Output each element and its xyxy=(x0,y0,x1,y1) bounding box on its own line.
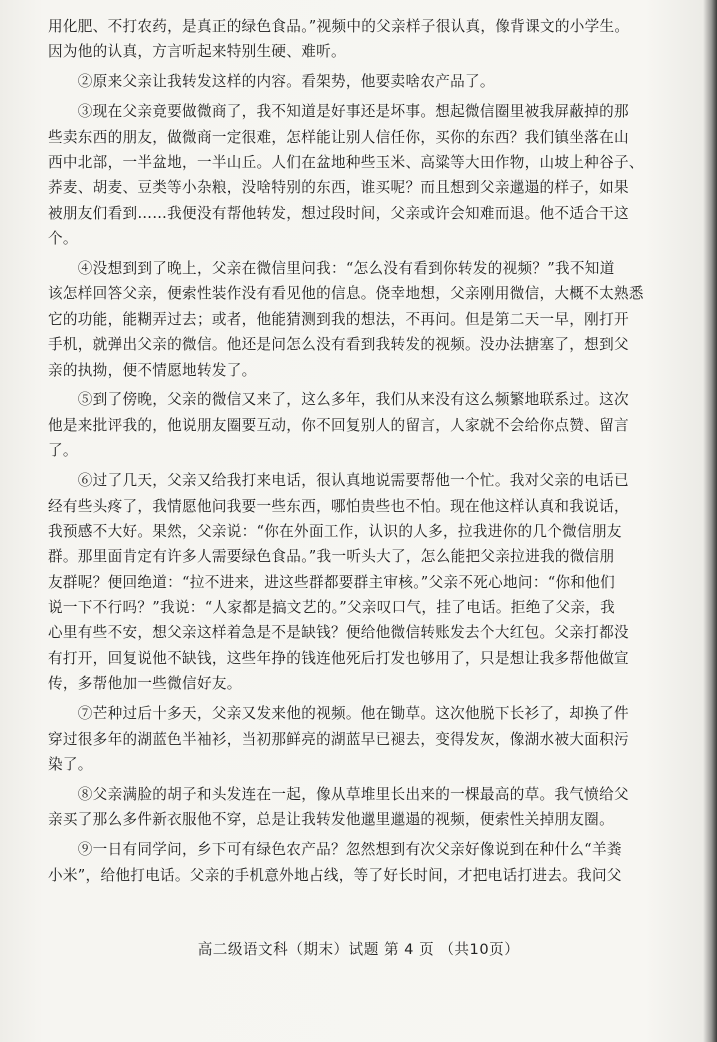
text-line: ⑤到了傍晚，父亲的微信又来了，这么多年，我们从来没有这么频繁地联系过。这次 xyxy=(48,391,629,409)
text-line: 传，多帮他加一些微信好友。 xyxy=(48,675,242,693)
text-line: 些卖东西的朋友，做微商一定很难，怎样能让别人信任你，买你的东西？我们镇坐落在山 xyxy=(48,128,629,146)
paragraph-p7 xyxy=(48,701,678,777)
text-line: 因为他的认真，方言听起来特别生硬、难听。 xyxy=(48,43,346,61)
text-line: 该怎样回答父亲，便索性装作没有看见他的信息。侥幸地想，父亲刚用微信，大概不太熟悉 xyxy=(48,285,644,303)
text-line: 用化肥、不打农药，是真正的绿色食品。”视频中的父亲样子很认真，像背课文的小学生。 xyxy=(48,18,630,35)
text-line: 亲买了那么多件新衣服他不穿，总是让我转发他邋里邋遢的视频，便索性关掉朋友圈。 xyxy=(48,811,614,829)
paragraph-p4 xyxy=(48,256,678,383)
text-line: 有打开，回复说他不缺钱，这些年挣的钱连他死后打发也够用了，只是想让我多帮他做宣 xyxy=(48,649,629,667)
text-line: 说一下不行吗？”我说：“人家都是搞文艺的。”父亲叹口气，挂了电话。拒绝了父亲，我 xyxy=(48,599,616,617)
paragraph-p8 xyxy=(48,782,678,833)
paragraph-p0 xyxy=(48,14,678,65)
text-line: 群。那里面肯定有许多人需要绿色食品。”我一听头大了，怎么能把父亲拉进我的微信朋 xyxy=(48,548,615,566)
text-line: 手机，就弹出父亲的微信。他还是问怎么没有看到我转发的视频。没办法搪塞了，想到父 xyxy=(48,336,629,354)
text-line: 穿过很多年的湖蓝色半袖衫，当初那鲜亮的湖蓝早已褪去，变得发灰，像湖水被大面积污 xyxy=(48,730,629,748)
text-line: 西中北部，一半盆地，一半山丘。人们在盆地种些玉米、高粱等大田作物，山坡上种谷子、 xyxy=(48,153,644,171)
paragraph-p2 xyxy=(48,69,678,94)
text-line: 它的功能，能糊弄过去；或者，他能猜测到我的想法，不再问。但是第二天一早，刚打开 xyxy=(48,310,629,328)
text-line: 友群呢？便回绝道：“拉不进来，进这些群都要群主审核。”父亲不死心地问：“你和他们 xyxy=(48,573,616,591)
page-footer: 高二级语文科（期末）试题 第 4 页 （共10页） xyxy=(197,941,520,958)
paragraph-p6 xyxy=(48,468,678,697)
text-line: 个。 xyxy=(48,230,78,248)
text-line: ⑦芒种过后十多天，父亲又发来他的视频。他在锄草。这次他脱下长衫了，却换了件 xyxy=(48,705,629,723)
paragraph-p9 xyxy=(48,837,678,888)
text-line: 荞麦、胡麦、豆类等小杂粮，没啥特别的东西，谁买呢？而且想到父亲邋遢的样子，如果 xyxy=(48,179,629,197)
text-line: ⑨一日有同学问，乡下可有绿色农产品？忽然想到有次父亲好像说到在种什么“羊粪 xyxy=(48,841,622,859)
page-edge-shadow xyxy=(703,0,717,1042)
article-body xyxy=(48,14,678,892)
paragraph-p5 xyxy=(48,387,678,463)
paragraph-p3 xyxy=(48,99,678,251)
text-line: 被朋友们看到……我便没有帮他转发，想过段时间，父亲或许会知难而退。他不适合干这 xyxy=(48,204,629,222)
text-line: 染了。 xyxy=(48,755,93,773)
text-line: 小米”，给他打电话。父亲的手机意外地占线，等了好长时间，才把电话打进去。我问父 xyxy=(48,866,622,884)
text-line: 亲的执拗，便不情愿地转发了。 xyxy=(48,361,257,379)
text-line: ②原来父亲让我转发这样的内容。看架势，他要卖啥农产品了。 xyxy=(48,73,495,91)
text-line: 了。 xyxy=(48,442,78,460)
text-line: 他是来批评我的，他说朋友圈要互动，你不回复别人的留言，人家就不会给你点赞、留言 xyxy=(48,416,629,434)
text-line: 我预感不大好。果然，父亲说：“你在外面工作，认识的人多，拉我进你的几个微信朋友 xyxy=(48,522,622,540)
text-line: 心里有些不安，想父亲这样着急是不是缺钱？便给他微信转账发去个大红包。父亲打都没 xyxy=(48,624,629,642)
text-line: ⑥过了几天，父亲又给我打来电话，很认真地说需要帮他一个忙。我对父亲的电话已 xyxy=(48,472,629,490)
text-line: ④没想到到了晚上，父亲在微信里问我：“怎么没有看到你转发的视频？”我不知道 xyxy=(48,260,615,278)
text-line: ③现在父亲竟要做微商了，我不知道是好事还是坏事。想起微信圈里被我屏蔽掉的那 xyxy=(48,103,629,121)
text-line: ⑧父亲满脸的胡子和头发连在一起，像从草堆里长出来的一棵最高的草。我气愤给父 xyxy=(48,785,629,803)
text-line: 经有些头疼了，我情愿他问我要一些东西，哪怕贵些也不怕。现在他这样认真和我说话， xyxy=(48,497,629,515)
